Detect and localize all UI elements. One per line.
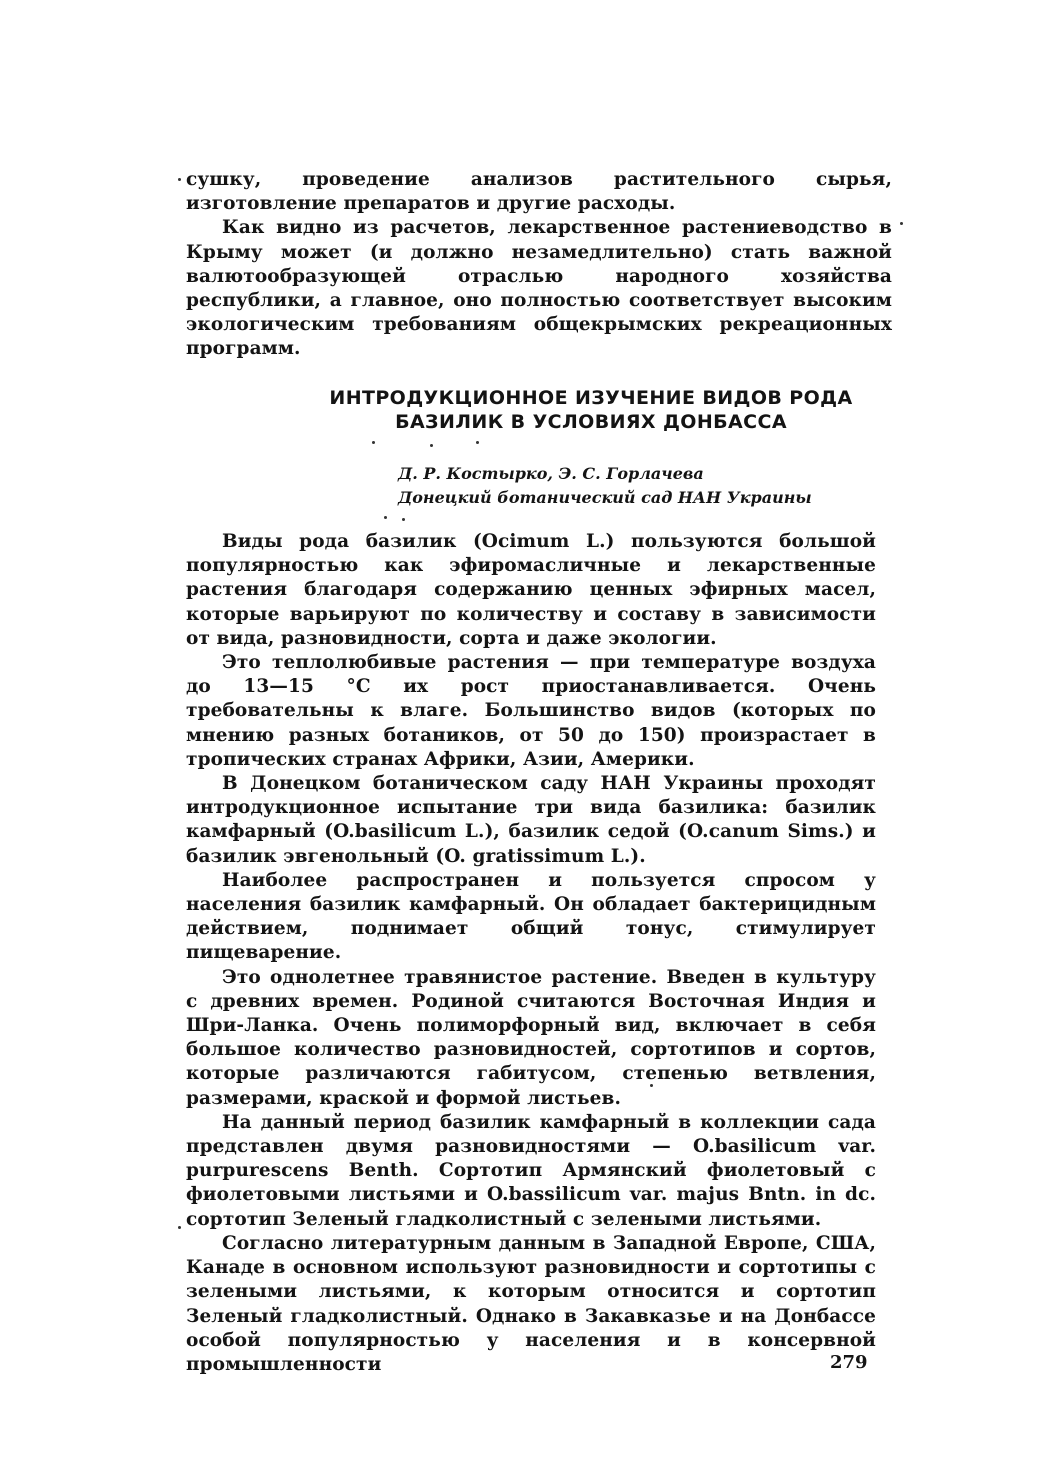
article-title-line-1: ИНТРОДУКЦИОННОЕ ИЗУЧЕНИЕ ВИДОВ РОДА (329, 387, 853, 409)
body-paragraph-7: Согласно литературным данным в Западной Европе, США, Канаде в основном используют разновидности и сортотипы с зелеными листьями, к которым относится и сортотип Зеленый гладколистный. Однако в Закавказье и на Донбассе особой популярностью у населения и в консервной промышленности (186, 1232, 876, 1375)
intro-paragraph-1: сушку, проведение анализов растительного сырья, изготовление препаратов и другие расходы. (186, 169, 892, 215)
body-paragraph-2: Это теплолюбивые растения — при температуре воздуха до 13—15 °С их рост приостанавливается. Очень требовательны к влаге. Большинство видов (которых по мнению разных ботаников, от 50 до 150) произрастает в тропических странах Африки, Азии, Америки. (186, 652, 876, 770)
article-byline (398, 462, 878, 510)
body-paragraph-5: Это однолетнее травянистое растение. Введен в культуру с древних времен. Родиной считаются Восточная Индия и Шри-Ланка. Очень полиморфорный вид, включает в себя большое количество разновидностей, сортотипов и сортов, которые различаются габитусом, степенью ветвления, размерами, краской и формой листьев. (186, 966, 876, 1109)
body-paragraph-1: Виды рода базилик (Ocimum L.) пользуются большой популярностью как эфиромасличные и лекарственные растения благодаря содержанию ценных эфирных масел, которые варьируют по количеству и составу в зависимости от вида, разновидности, сорта и даже экологии. (186, 531, 876, 649)
scan-speck (430, 444, 433, 447)
body-paragraph-6: На данный период базилик камфарный в коллекции сада представлен двумя разновидностями — O.basilicum var. purpurescens Benth. Сортотип Армянский фиолетовый с фиолетовыми листьями и O.bassilicum var. majus Bntn. in dc. сортотип Зеленый гладколистный с зелеными листьями. (186, 1111, 876, 1230)
scan-speck (650, 1084, 653, 1087)
scan-speck (900, 222, 903, 225)
intro-paragraph-2: Как видно из расчетов, лекарственное растениеводство в Крыму может (и должно незамедлительно) стать важной валютообразующей отраслью народного хозяйства республики, а главное, оно полностью соответствует высоким экологическим требованиям общекрымских рекреационных программ. (186, 217, 892, 360)
scan-speck (402, 518, 405, 521)
body-paragraph-4: Наиболее распространен и пользуется спросом у населения базилик камфарный. Он обладает бактерицидным действием, поднимает общий тонус, стимулирует пищеварение. (186, 869, 876, 964)
article-title-line-2: БАЗИЛИК В УСЛОВИЯХ ДОНБАССА (395, 411, 787, 433)
page-number: 279 (830, 1352, 868, 1373)
scan-speck (372, 441, 375, 444)
intro-text (186, 168, 892, 362)
article-affiliation: Донецкий ботанический сад НАН Украины (398, 488, 812, 507)
article-body (186, 530, 876, 1377)
scan-speck (476, 441, 479, 444)
scan-speck (384, 516, 387, 519)
article-title (186, 386, 996, 434)
body-paragraph-3: В Донецком ботаническом саду НАН Украины проходят интродукционное испытание три вида базилика: базилик камфарный (O.basilicum L.), базилик седой (O.canum Sims.) и базилик эвгенольный (O. gratissimum L.). (186, 773, 876, 867)
article-authors: Д. Р. Костырко, Э. С. Горлачева (398, 464, 704, 483)
scan-speck (178, 178, 181, 181)
scan-speck (178, 1226, 181, 1229)
